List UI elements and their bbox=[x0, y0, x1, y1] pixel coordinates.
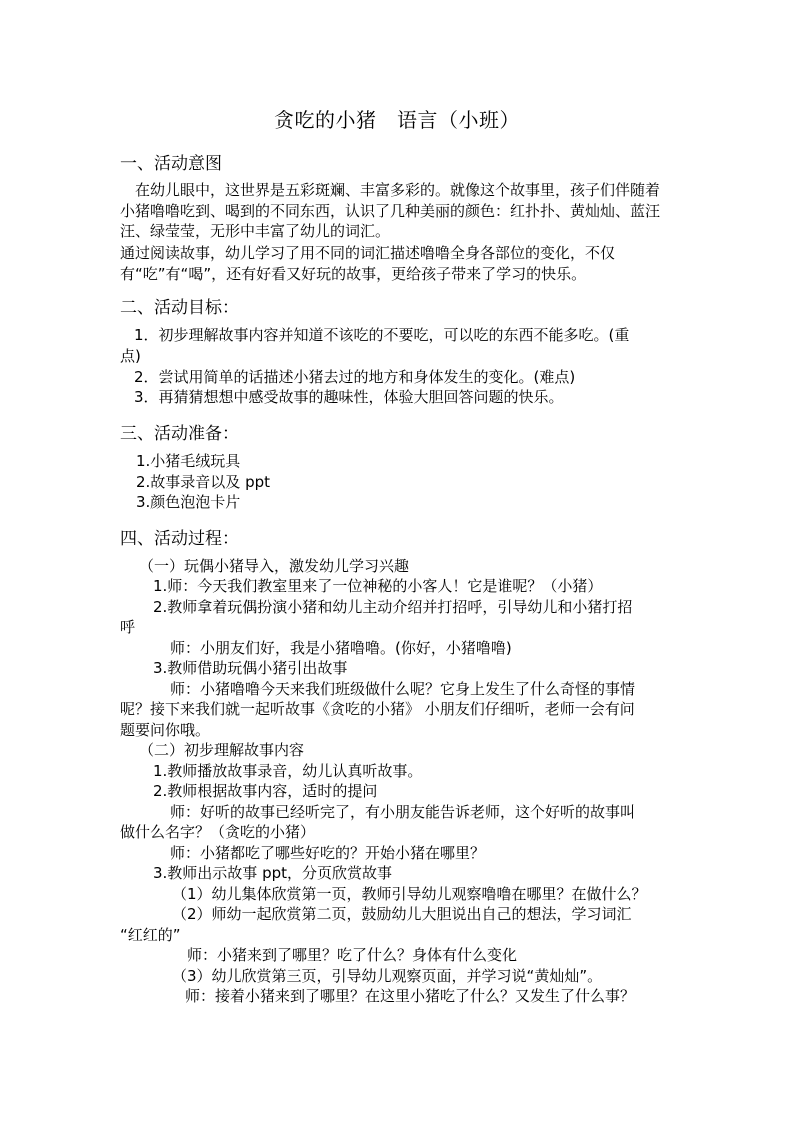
process-line: 1.师：今天我们教室里来了一位神秘的小客人！它是谁呢？（小猪） bbox=[153, 577, 603, 595]
process-line: 师：小猪都吃了哪些好吃的？开始小猪在哪里？ bbox=[170, 844, 486, 862]
process-line: “红红的” bbox=[120, 926, 181, 944]
process-line: 师：好听的故事已经听完了，有小朋友能告诉老师，这个好听的故事叫 bbox=[170, 803, 636, 821]
goal-item-1-cont: 点) bbox=[120, 347, 141, 365]
process-line: 题要问你哦。 bbox=[120, 721, 211, 739]
prep-item-3: 3.颜色泡泡卡片 bbox=[136, 493, 241, 511]
goal-item-3: 3．再猜猜想想中感受故事的趣味性，体验大胆回答问题的快乐。 bbox=[134, 388, 564, 406]
prep-item-1: 1.小猪毛绒玩具 bbox=[136, 452, 241, 470]
process-line: 师：小猪噜噜今天来我们班级做什么呢？它身上发生了什么奇怪的事情 bbox=[170, 680, 636, 698]
process-line: 师：小朋友们好，我是小猪噜噜。(你好，小猪噜噜) bbox=[170, 639, 512, 657]
process-line: （2）师幼一起欣赏第二页，鼓励幼儿大胆说出自己的想法，学习词汇 bbox=[172, 905, 632, 923]
process-line: 做什么名字？（贪吃的小猪） bbox=[120, 823, 316, 841]
goal-item-1: 1．初步理解故事内容并知道不该吃的不要吃，可以吃的东西不能多吃。(重 bbox=[134, 326, 630, 344]
document-title: 贪吃的小猪 语言（小班） bbox=[274, 108, 520, 132]
process-line: （1）幼儿集体欣赏第一页，教师引导幼儿观察噜噜在哪里？在做什么？ bbox=[172, 885, 647, 903]
process-line: 3.教师出示故事 ppt，分页欣赏故事 bbox=[153, 864, 393, 882]
process-line: 2.教师根据故事内容，适时的提问 bbox=[153, 782, 378, 800]
process-line: 呢？接下来我们就一起听故事《贪吃的小猪》 小朋友们仔细听，老师一会有问 bbox=[120, 700, 635, 718]
process-line: 师：小猪来到了哪里？吃了什么？身体有什么变化 bbox=[187, 946, 518, 964]
process-line: （3）幼儿欣赏第三页，引导幼儿观察页面，并学习说“黄灿灿”。 bbox=[172, 967, 603, 985]
section-heading-goals: 二、活动目标： bbox=[120, 298, 239, 318]
goal-item-2: 2．尝试用简单的话描述小猪去过的地方和身体发生的变化。(难点) bbox=[134, 368, 576, 386]
process-subheading-1: （一）玩偶小猪导入，激发幼儿学习兴趣 bbox=[139, 557, 410, 575]
process-line: 师：接着小猪来到了哪里？在这里小猪吃了什么？又发生了什么事？ bbox=[185, 987, 636, 1005]
process-line: 3.教师借助玩偶小猪引出故事 bbox=[153, 659, 348, 677]
process-subheading-2: （二）初步理解故事内容 bbox=[139, 741, 305, 759]
paragraph-intent-1: 在幼儿眼中，这世界是五彩斑斓、丰富多彩的。就像这个故事里，孩子们伴随着小猪噜噜吃到、喝到的不同东西，认识了几种美丽的颜色：红扑扑、黄灿灿、蓝汪汪、绿莹莹，无形中丰富了幼儿的词汇。 bbox=[120, 181, 661, 240]
section-heading-intent: 一、活动意图 bbox=[120, 154, 222, 174]
paragraph-intent-2: 通过阅读故事，幼儿学习了用不同的词汇描述噜噜全身各部位的变化，不仅有“吃”有“喝”，还有好看又好玩的故事，更给孩子带来了学习的快乐。 bbox=[120, 244, 616, 283]
section-heading-preparation: 三、活动准备： bbox=[120, 424, 239, 444]
process-line: 呼 bbox=[120, 618, 136, 636]
section-heading-process: 四、活动过程： bbox=[120, 529, 239, 549]
prep-item-2: 2.故事录音以及 ppt bbox=[136, 473, 271, 491]
process-line: 2.教师拿着玩偶扮演小猪和幼儿主动介绍并打招呼，引导幼儿和小猪打招 bbox=[153, 598, 633, 616]
process-line: 1.教师播放故事录音，幼儿认真听故事。 bbox=[153, 762, 423, 780]
